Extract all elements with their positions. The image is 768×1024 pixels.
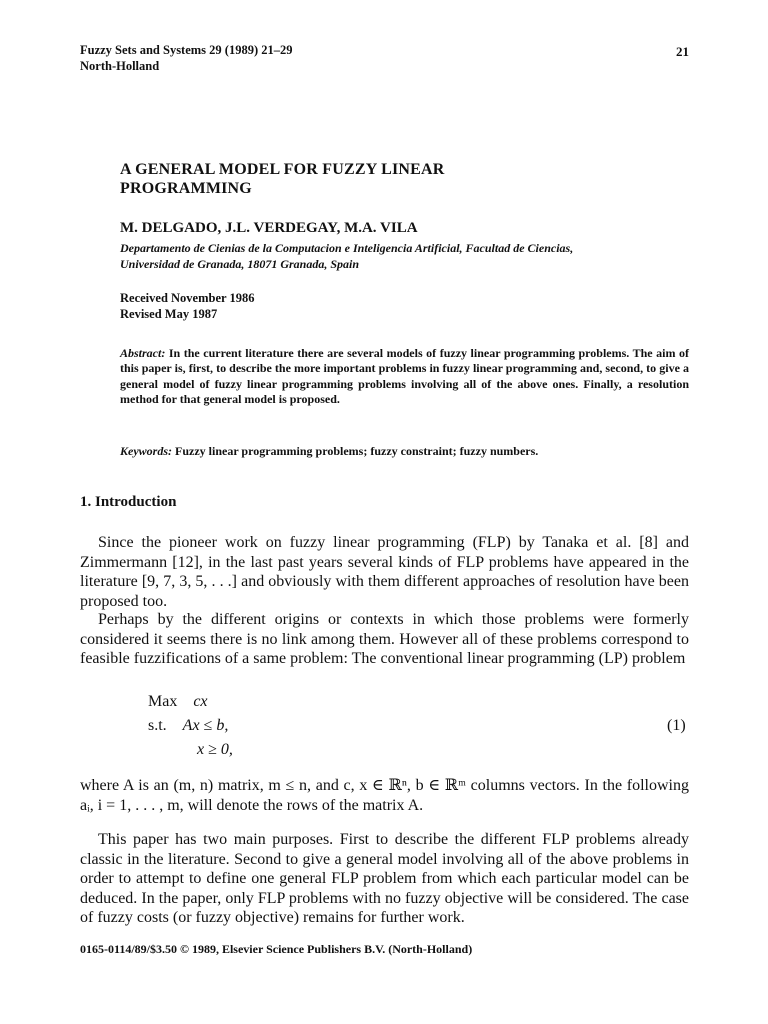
paragraph-1 <box>80 533 689 611</box>
revised-date: Revised May 1987 <box>120 307 218 321</box>
keywords-text: Fuzzy linear programming problems; fuzzy constraint; fuzzy numbers. <box>175 444 539 458</box>
title-line-2: PROGRAMMING <box>120 180 252 197</box>
journal-citation <box>80 42 293 74</box>
authors: M. DELGADO, J.L. VERDEGAY, M.A. VILA <box>120 220 418 236</box>
keywords <box>120 444 689 459</box>
paragraph-3-text: where A is an (m, n) matrix, m ≤ n, and c, x ∈ ℝⁿ, b ∈ ℝᵐ columns vectors. In the following aᵢ, i = 1, . . . , m, will denote the rows of the matrix A. <box>80 777 689 814</box>
equation-nonnegativity: x ≥ 0, <box>197 741 233 758</box>
abstract <box>120 346 689 407</box>
section-heading: 1. Introduction <box>80 494 177 510</box>
received-date: Received November 1986 <box>120 291 255 305</box>
eq-st-expr: Ax ≤ b, <box>182 717 229 734</box>
affiliation-line-1: Departamento de Cienias de la Computacion e Inteligencia Artificial, Facultad de Ciencias, <box>120 241 574 255</box>
title-line-1: A GENERAL MODEL FOR FUZZY LINEAR <box>120 161 445 178</box>
eq-max-label: Max <box>148 693 178 710</box>
equation-number: (1) <box>667 717 686 734</box>
copyright-footer: 0165-0114/89/$3.50 © 1989, Elsevier Science Publishers B.V. (North-Holland) <box>80 942 473 956</box>
page-number: 21 <box>676 44 689 59</box>
equation-objective <box>148 693 208 711</box>
affiliation <box>120 240 680 272</box>
journal-name: Fuzzy Sets and Systems 29 (1989) 21–29 <box>80 43 293 57</box>
paragraph-4 <box>80 830 689 928</box>
paragraph-4-text: This paper has two main purposes. First to describe the different FLP problems already classic in the literature. Second to give a general model involving all of the above problems in order to attempt to define one general FLP problem from which each particular model can be deduced. In the paper, only FLP problems with no fuzzy objective will be considered. The case of fuzzy costs (or fuzzy objective) remains for further work. <box>80 831 689 927</box>
paragraph-3 <box>80 776 689 815</box>
paper-title <box>120 160 680 198</box>
abstract-label: Abstract: <box>120 346 166 360</box>
paragraph-2-text: Perhaps by the different origins or contexts in which those problems were formerly considered it seems there is no link among them. However all of these problems correspond to feasible fuzzifications of a same problem: The conventional linear programming (LP) problem <box>80 611 689 668</box>
dates <box>120 290 254 322</box>
abstract-text: In the current literature there are several models of fuzzy linear programming problems. The aim of this paper is, first, to describe the more important problems in fuzzy linear programming and, second, to give a general model of fuzzy linear programming problems involving all of the above ones. Finally, a resolution method for that general model is proposed. <box>120 346 689 406</box>
keywords-label: Keywords: <box>120 444 172 458</box>
paragraph-2 <box>80 610 689 669</box>
paragraph-1-text: Since the pioneer work on fuzzy linear programming (FLP) by Tanaka et al. [8] and Zimmermann [12], in the last past years several kinds of FLP problems have appeared in the literature [9, 7, 3, 5, . . .] and obviously with them different approaches of resolution have been proposed too. <box>80 534 689 610</box>
publisher: North-Holland <box>80 59 160 73</box>
equation-constraint <box>148 717 228 735</box>
eq-st-label: s.t. <box>148 717 167 734</box>
eq-max-expr: cx <box>193 693 208 710</box>
affiliation-line-2: Universidad de Granada, 18071 Granada, Spain <box>120 257 360 271</box>
